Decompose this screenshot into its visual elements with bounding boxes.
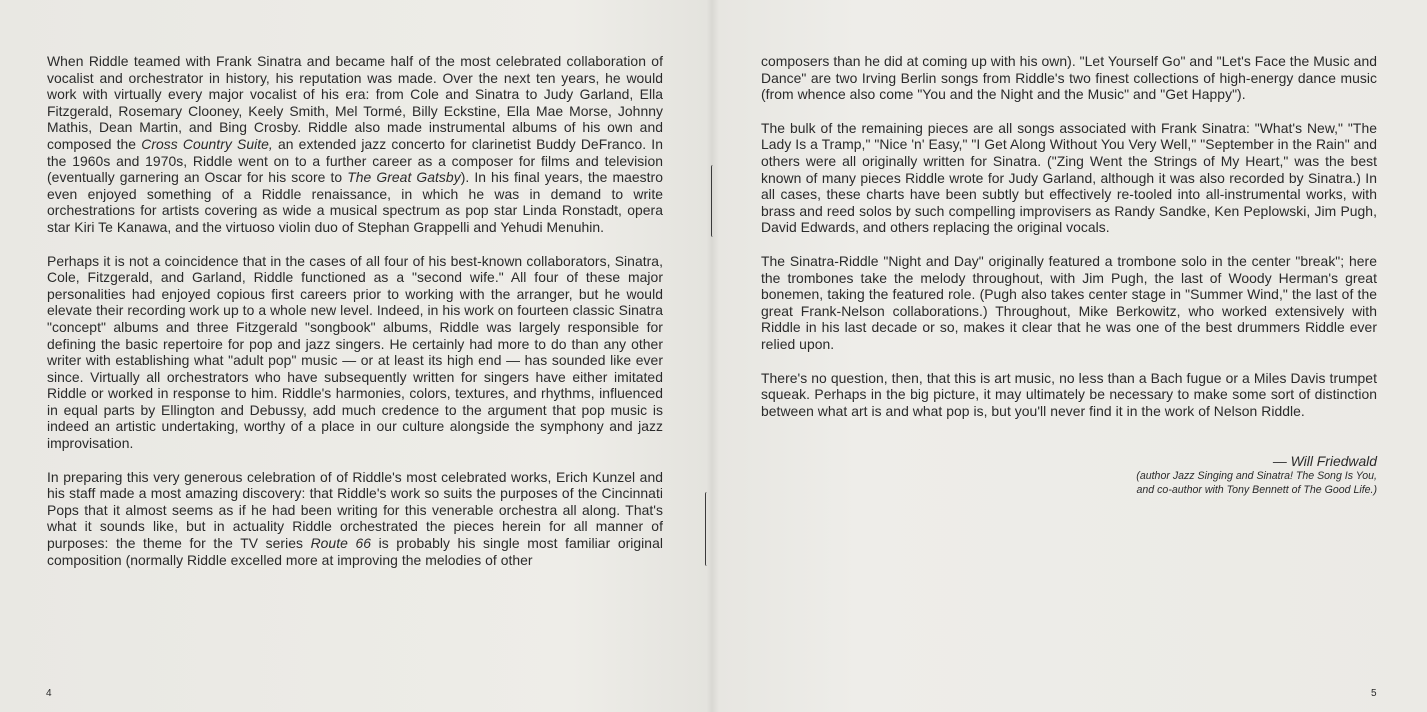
author-credit-line-1 xyxy=(1040,470,1377,484)
page-number-right: 5 xyxy=(1371,688,1377,699)
staple-bottom xyxy=(705,492,709,566)
paragraph xyxy=(47,53,663,236)
paragraph xyxy=(761,120,1377,236)
italic-text-run: The Great Gatsby xyxy=(347,169,461,186)
text-run: Perhaps it is not a coincidence that in the cases of all four of his best-known collaborators, Sinatra, Cole, Fitzgerald, and Garland, Riddle functioned as a "second wife." All four of these major personalities had enjoyed copious first careers prior to working with the arranger, but he would elevate their recording work up to a whole new level. Indeed, in his work on fourteen classic Sinatra "concept" albums and three Fitzgerald "songbook" albums, Riddle was largely responsible for defining the basic repertoire for pop and jazz singers. He certainly had more to do than any other writer with establishing what "adult pop" music — or at least its high end — has sounded like ever since. Virtually all orchestrators who have subsequently written for singers have either imitated Riddle or worked in response to him. Riddle's harmonies, colors, textures, and rhythms, influenced in equal parts by Ellington and Debussy, add much credence to the argument that pop music is indeed an artistic undertaking, worthy of a place in our culture alongside the symphony and jazz improvisation. xyxy=(47,252,663,452)
text-run: ). In his final years, the maestro even enjoyed something of a Riddle renaissance, in which he was in demand to write orchestrations for artists covering as wide a musical spectrum as pop star Linda Ronstadt, opera star Kiri Te Kanawa, and the virtuoso violin duo of Stephan Grappelli and Yehudi Menuhin. xyxy=(47,169,663,235)
paragraph xyxy=(761,53,1377,103)
text-run: Sinatra! The Song Is You, xyxy=(1256,470,1377,482)
staple-top xyxy=(711,165,715,237)
author-credit-line-2 xyxy=(1040,484,1377,498)
text-run: The bulk of the remaining pieces are all songs associated with Frank Sinatra: "What's New," "The Lady Is a Tramp," "Nice 'n' Easy," "I Get Along Without You Very Well," "September in the Rain" and others were all originally written for Sinatra. ("Zing Went the Strings of My Heart," was the best known of many pieces Riddle wrote for Judy Garland, although it was also recorded by Sinatra.) In all cases, these charts have been subtly but effectively re-tooled into all-instrumental works, with brass and reed solos by such compelling improvisers as Randy Sandke, Ken Peplowski, Jim Pugh, David Edwards, and others replacing the original vocals. xyxy=(761,119,1377,236)
text-run: The Sinatra-Riddle "Night and Day" originally featured a trombone solo in the center "break"; here the trombones take the melody throughout, with Jim Pugh, the last of Woody Herman's great bonemen, taking the featured role. (Pugh also takes center stage in "Summer Wind," the last of the great Frank-Nelson collaborations.) Throughout, Mike Berkowitz, who worked extensively with Riddle in his last decade or so, makes it clear that he was one of the best drummers Riddle ever relied upon. xyxy=(761,252,1377,352)
italic-text-run: and co-author with Tony Bennett of xyxy=(1136,483,1304,496)
right-page-text xyxy=(761,53,1377,436)
author-name: — Will Friedwald xyxy=(1272,453,1377,469)
text-run: When Riddle teamed with Frank Sinatra and became half of the most celebrated collaboration of vocalist and orchestrator in history, his reputation was made. Over the next ten years, he would work with virtually every major vocalist of his era: from Cole and Sinatra to Judy Garland, Ella Fitzgerald, Rosemary Clooney, Keely Smith, Mel Tormé, Billy Eckstine, Ella Mae Morse, Johnny Mathis, Dean Martin, and Bing Crosby. Riddle also made instrumental albums of his own and composed the xyxy=(47,53,663,152)
italic-text-run: Route 66 xyxy=(310,535,372,552)
italic-text-run: and xyxy=(1232,470,1257,482)
italic-text-run: Cross Country Suite, xyxy=(141,135,273,152)
text-run: In preparing this very generous celebration of of Riddle's most celebrated works, Erich Kunzel and his staff made a most amazing discovery: that Riddle's work so suits the purposes of the Cincinnati Pops that it almost seems as if he had been writing for this venerable orchestra all along. That's what it sounds like, but in actuality Riddle orchestrated the pieces herein for all manner of purposes: the theme for the TV series xyxy=(47,468,663,552)
text-run: There's no question, then, that this is art music, no less than a Bach fugue or a Miles Davis trumpet squeak. Perhaps in the big picture, it may ultimately be necessary to make some sort of distinction between what art is and what pop is, but you'll never find it in the work of Nelson Riddle. xyxy=(761,369,1377,419)
text-run: The Good Life.) xyxy=(1303,483,1377,496)
text-run: Jazz Singing xyxy=(1172,470,1233,482)
paragraph xyxy=(47,253,663,452)
text-run: composers than he did at coming up with his own). "Let Yourself Go" and "Let's Face the Music and Dance" are two Irving Berlin songs from Riddle's two finest collections of high-energy dance music (from whence also come "You and the Night and the Music" and "Get Happy"). xyxy=(761,53,1377,103)
paragraph xyxy=(761,253,1377,353)
italic-text-run: (author xyxy=(1136,470,1173,482)
paragraph xyxy=(761,370,1377,420)
text-run: an extended jazz concerto for clarinetist Buddy DeFranco. In the 1960s and 1970s, Riddle went on to a further career as a composer for films and television (eventually garnering an Oscar for his score to xyxy=(47,135,663,186)
author-signature xyxy=(1040,453,1377,497)
text-run: is probably his single most familiar original composition (normally Riddle excelled more at improving the melodies of other xyxy=(47,535,663,568)
left-page-text xyxy=(47,53,663,585)
paragraph xyxy=(47,469,663,569)
page-number-left: 4 xyxy=(46,688,52,699)
